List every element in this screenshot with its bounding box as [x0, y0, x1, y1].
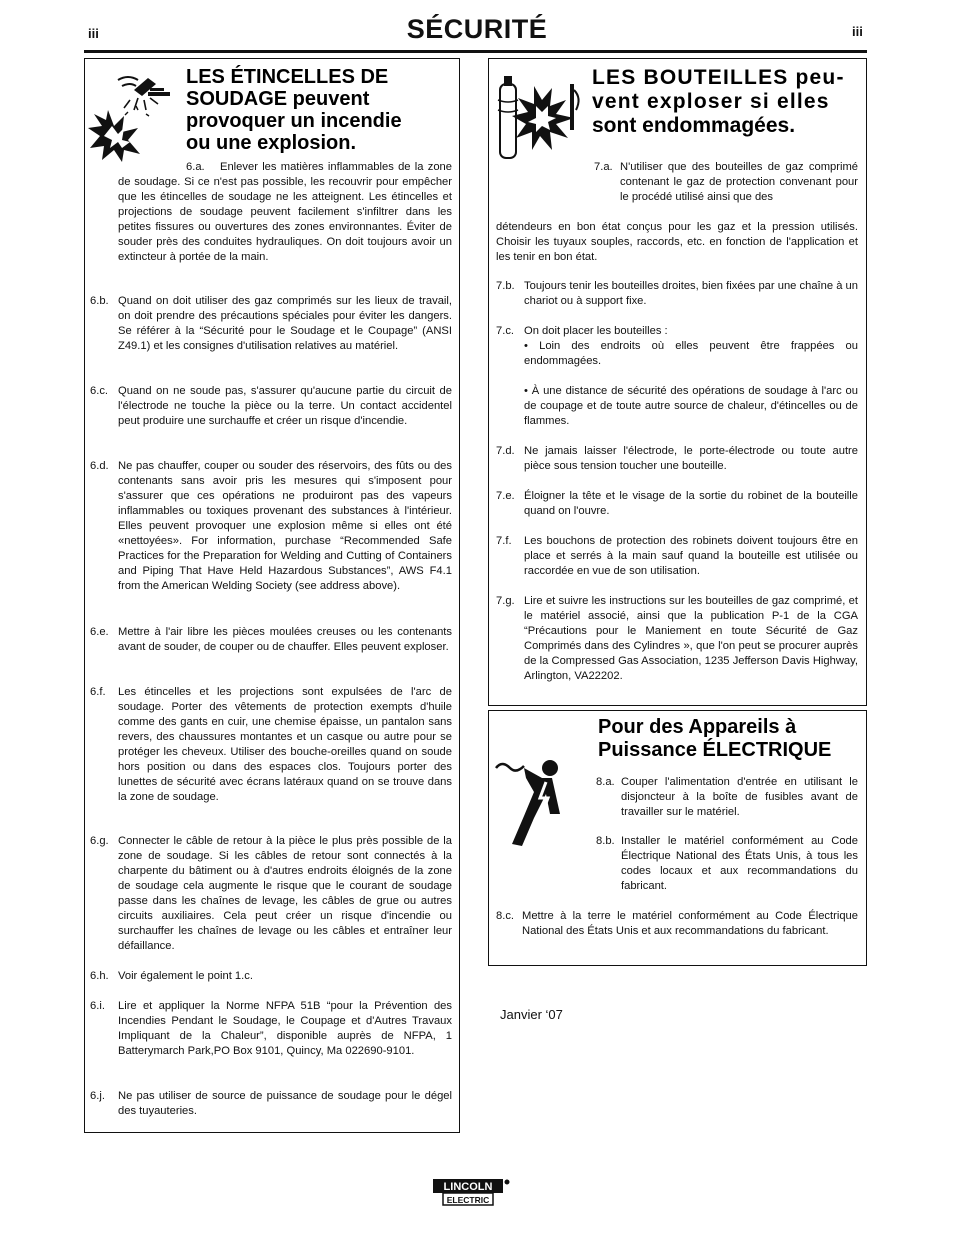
item-7a: 7.a. N'utiliser que des bouteilles de gaz comprimé contenant le gaz de protection convenant pour le procédé utilisé ainsi que des: [594, 161, 858, 203]
item-6e: 6.e. Mettre à l'air libre les pièces moulées creuses ou les contenants avant de souder, de couper ou de chauffer. Elles peuvent exploser.: [90, 626, 452, 653]
item-7b: 7.b. Toujours tenir les bouteilles droites, bien fixées par une chaîne à un chariot ou à support fixe.: [496, 280, 858, 307]
item-8a: 8.a. Couper l'alimentation d'entrée en utilisant le disjoncteur à la boîte de fusibles avant de travailler sur le matériel.: [596, 776, 858, 818]
item-6j: 6.j. Ne pas utiliser de source de puissance de soudage pour le dégel des tuyauteries.: [90, 1090, 452, 1117]
item-7c: 7.c. On doit placer les bouteilles :: [496, 325, 668, 337]
explosion-sparks-icon: [88, 70, 178, 162]
svg-text:LINCOLN: LINCOLN: [443, 1181, 493, 1193]
item-7c-bullet-1: • Loin des endroits où elles peuvent être frappées ou endommagées.: [524, 340, 858, 367]
item-6g: 6.g. Connecter le câble de retour à la pièce le plus près possible de la zone de soudage. Si les câbles de retour sont connectés à la charpente du bâtiment ou à d'autres endroits éloignés de la zone de soudage cela augmente le risque que le courant de soudage passe dans les chaînes de levage, les câbles de grue ou autres circuits auxiliaires. Cela peut créer un risque d'incendie ou surchauffer les chaînes de levage ou les câbles et entraîner leur défaillance.: [90, 835, 452, 952]
item-6a: 6.a. Enlever les matières inflammables de la zone de soudage. Si ce n'est pas possible, les recouvrir pour empêcher que les étincelles de soudage ne les atteignent. Les étincelles et projections de soudage peuvent facilement s'infiltrer dans les petites fissures ou ouvertures des zones environnantes. Éviter de souder près des conduites hydrauliques. On doit toujours avoir un extincteur à portée de la main.: [118, 161, 452, 263]
item-6d: 6.d. Ne pas chauffer, couper ou souder des réservoirs, des fûts ou des contenants sans avoir pris les mesures qui s'imposent pour s'assurer que ces opérations ne produiront pas des vapeurs inflammables ou toxiques provenant des substances à l'intérieur. Elles peuvent provoquer une explosion même si elles ont été «nettoyées». For information, purchase “Recommended Safe Practices for the Preparation for Welding and Cutting of Containers and Piping That Have Held Hazardous Substances”, AWS F4.1 from the American Welding Society (see address above).: [90, 460, 452, 592]
item-8b: 8.b. Installer le matériel conformément au Code Électrique National des États Unis, à tous les codes locaux et aux recommandations du fabricant.: [596, 835, 858, 892]
page-title: SÉCURITÉ: [406, 14, 548, 44]
item-7e: 7.e. Éloigner la tête et le visage de la sortie du robinet de la bouteille quand on l'ouvre.: [496, 490, 858, 517]
item-7d: 7.d. Ne jamais laisser l'électrode, le porte-électrode ou toute autre pièce sous tension toucher une bouteille.: [496, 445, 858, 472]
item-7g: 7.g. Lire et suivre les instructions sur les bouteilles de gaz comprimé, et le matériel associé, ainsi que la publication P-1 de la CGA “Précautions pour le Maniement en toute Sécurité de Gaz Comprimés dans des Cylindres », que l'on peut se procurer auprès de la Compressed Gas Association, 1235 Jefferson Davis Highway, Arlington, VA22202.: [496, 595, 858, 682]
page-number-right: iii: [852, 24, 863, 39]
item-8c: 8.c. Mettre à la terre le matériel conformément au Code Électrique National des États Unis et aux recommandations du fabricant.: [496, 910, 858, 937]
item-6i: 6.i. Lire et appliquer la Norme NFPA 51B “pour la Prévention des Incendies Pendant le Soudage, le Coupage et d'Autres Travaux Impliquant de la Chaleur”, disponible auprès de NFPA, 1 Batterymarch Park,PO Box 9101, Quincy, Ma 022690-9101.: [90, 1000, 452, 1057]
lincoln-electric-logo: [432, 1178, 510, 1208]
header-rule: [84, 50, 867, 53]
cylinders-title: LES BOUTEILLES peu- vent exploser si elles sont endommagées.: [592, 66, 845, 137]
sparks-title: LES ÉTINCELLES DE SOUDAGE peuvent provoquer un incendie ou une explosion.: [186, 66, 402, 154]
cylinder-explosion-icon: [494, 70, 586, 162]
item-6f: 6.f. Les étincelles et les projections sont expulsées de l'arc de soudage. Porter des vêtements de protection exempts d'huile comme des gants en cuir, une chemise épaisse, un pantalon sans revers, des chaussures montantes et un casque ou autre pour se protéger les cheveux. Utiliser des bouche-oreilles quand on soude hors position ou dans des espaces clos. Toujours porter des lunettes de sécurité avec écrans latéraux quand on se trouve dans la zone de soudage.: [90, 686, 452, 803]
electric-title: Pour des Appareils à Puissance ÉLECTRIQUE: [598, 716, 832, 761]
item-7c-bullet-2: • À une distance de sécurité des opérations de soudage à l'arc ou de coupage et de toute autre source de chaleur, d'étincelles ou de flammes.: [524, 385, 858, 427]
svg-text:ELECTRIC: ELECTRIC: [446, 1195, 490, 1205]
item-6b: 6.b. Quand on doit utiliser des gaz comprimés sur les lieux de travail, on doit prendre des précautions spéciales pour éviter les dangers. Se référer à la “Sécurité pour le Soudage et le Coupage” (ANSI Z49.1) et les consignes d'utilisation relatives au matériel.: [90, 295, 452, 352]
revision-date: Janvier ‘07: [500, 1007, 563, 1022]
item-6c: 6.c. Quand on ne soude pas, s'assurer qu'aucune partie du circuit de l'électrode ne touche la pièce ou la terre. Un contact accidentel peut produire une surchauffe et créer un risque d'incendie.: [90, 385, 452, 427]
item-7a-continued: détendeurs en bon état conçus pour les gaz et la pression utilisés. Choisir les tuyaux souples, raccords, etc. en fonction de l'application et les tenir en bon état.: [496, 221, 858, 263]
page-number-left: iii: [88, 26, 99, 41]
item-6h: 6.h. Voir également le point 1.c.: [90, 970, 253, 982]
electric-shock-icon: [494, 758, 578, 850]
item-7f: 7.f. Les bouchons de protection des robinets doivent toujours être en place et serrés à la main sauf quand la bouteille est utilisée ou raccordée en vue de son utilisation.: [496, 535, 858, 577]
